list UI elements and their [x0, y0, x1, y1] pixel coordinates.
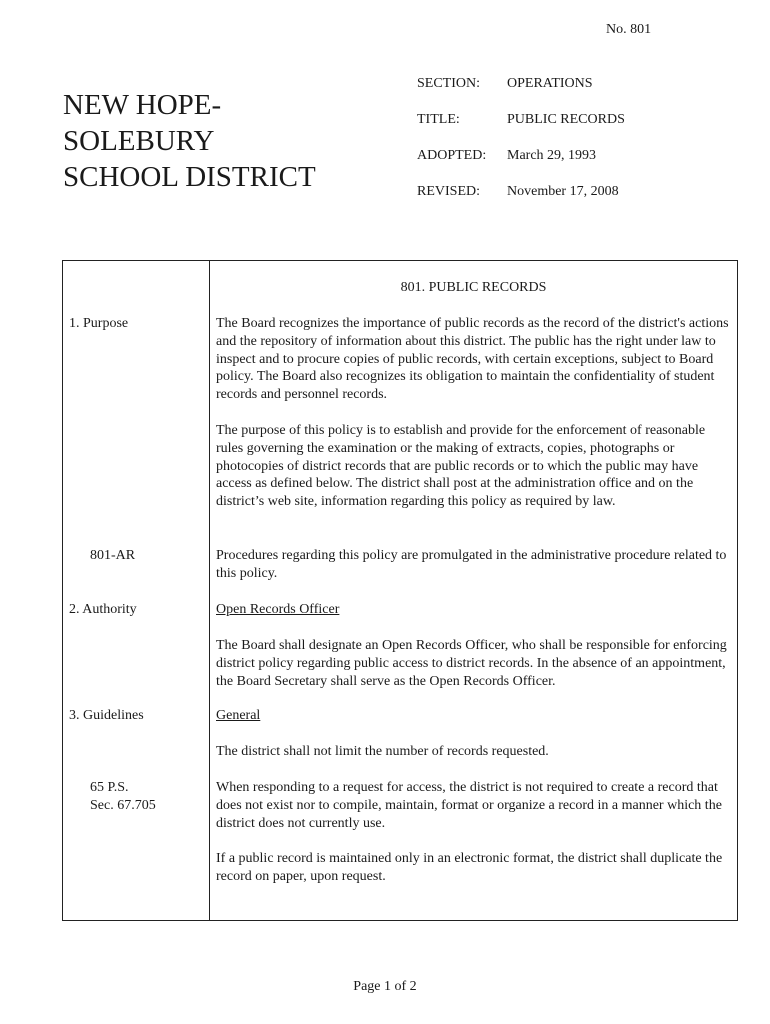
- paragraph: Procedures regarding this policy are promulgated in the administrative procedure related to this policy.: [216, 548, 727, 581]
- meta-label: REVISED:: [417, 184, 480, 199]
- citation-line: 65 P.S.: [90, 780, 129, 795]
- district-name-line: SCHOOL DISTRICT: [63, 161, 316, 193]
- meta-label: SECTION:: [417, 76, 480, 91]
- meta-value: PUBLIC RECORDS: [507, 112, 625, 127]
- meta-value: March 29, 1993: [507, 148, 597, 163]
- policy-number: No. 801: [606, 22, 652, 37]
- paragraph: The Board recognizes the importance of public records as the record of the district's actions and the repository of information about this district. The public has the right under law to inspect and to procure copies of public records, with certain exceptions, subject to Board policy. The Board also recognizes its obligation to maintain the confidentiality of student records and personnel records.: [216, 316, 729, 403]
- meta-label: TITLE:: [417, 112, 460, 127]
- document-title: 801. PUBLIC RECORDS: [400, 280, 547, 295]
- paragraph: The district shall not limit the number of records requested.: [216, 744, 549, 759]
- district-name-line: SOLEBURY: [63, 125, 215, 157]
- paragraph: If a public record is maintained only in an electronic format, the district shall duplicate the record on paper, upon request.: [216, 851, 723, 884]
- paragraph: The Board shall designate an Open Records Officer, who shall be responsible for enforcing district policy regarding public access to district records. In the absence of an appointment, the Board Secretary shall serve as the Open Records Officer.: [216, 638, 727, 689]
- paragraph: When responding to a request for access, the district is not required to create a record that does not exist nor to compile, maintain, format or organize a record in a manner which the district does not currently use.: [216, 780, 722, 831]
- paragraph: The purpose of this policy is to establish and provide for the enforcement of reasonable rules governing the examination or the making of extracts, copies, photographs or photocopies of district records that are public records or to which the public may have access as defined below. The district shall post at the administration office and on the district’s web site, information regarding this policy as required by law.: [216, 423, 706, 510]
- page-number: Page 1 of 2: [353, 979, 417, 994]
- section-label-guidelines: 3. Guidelines: [69, 708, 144, 723]
- subheading-general: General: [216, 708, 261, 723]
- section-label-801-ar: 801-AR: [90, 548, 136, 563]
- column-divider: [209, 260, 210, 921]
- meta-label: ADOPTED:: [417, 148, 487, 163]
- subheading-open-records-officer: Open Records Officer: [216, 602, 340, 617]
- meta-value: OPERATIONS: [507, 76, 593, 91]
- section-label-purpose: 1. Purpose: [69, 316, 129, 331]
- section-label-authority: 2. Authority: [69, 602, 137, 617]
- citation-label: [90, 779, 156, 815]
- citation-line: Sec. 67.705: [90, 798, 156, 813]
- district-name-line: NEW HOPE-: [63, 89, 222, 121]
- district-name: [63, 87, 363, 195]
- meta-value: November 17, 2008: [507, 184, 619, 199]
